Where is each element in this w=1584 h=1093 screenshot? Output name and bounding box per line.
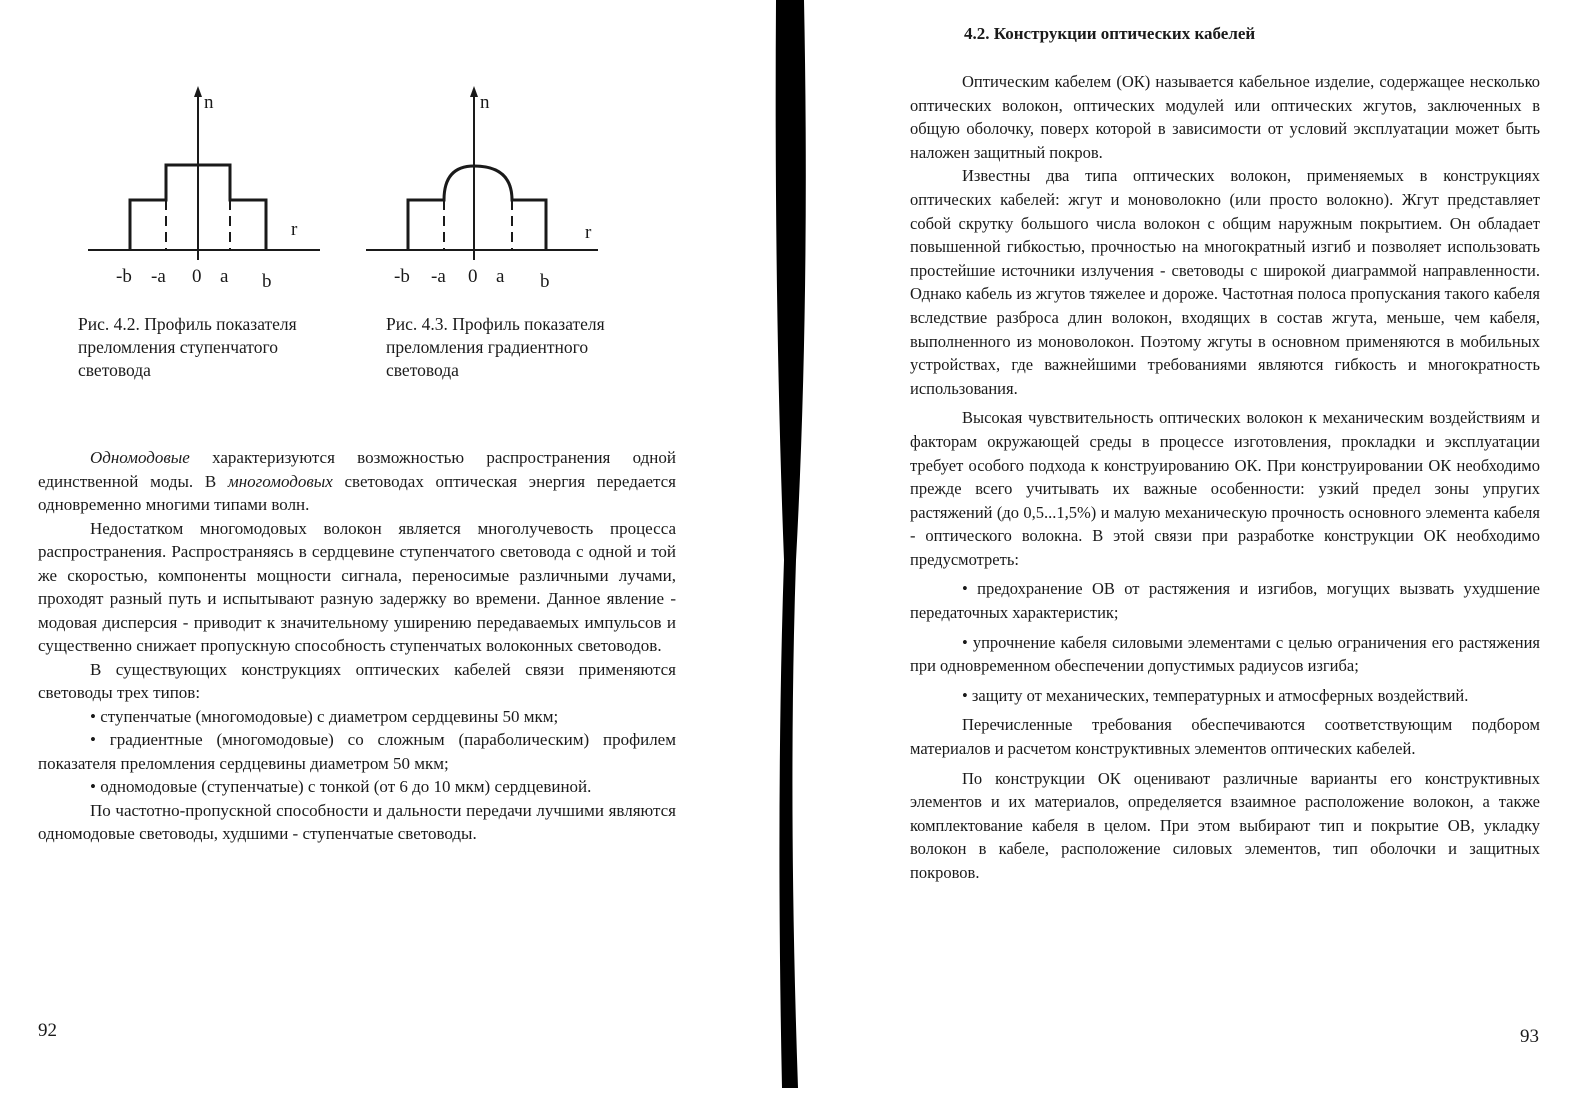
- figure-caption-4-3: [386, 313, 605, 382]
- list-item: • одномодовые (ступенчатые) с тонкой (от 6 до 10 мкм) сердцевиной.: [90, 777, 592, 796]
- caption-line: Рис. 4.2. Профиль показателя: [78, 314, 297, 334]
- paragraph: Оптическим кабелем (ОК) называется кабельное изделие, содержащее несколько оптических волокон, оптических модулей или оптических жгутов, заключенных в общую оболочку, поверх которой в зависимости от условий эксплуатации может быть наложен защитный покров.: [910, 72, 1540, 162]
- list-item: • защиту от механических, температурных и атмосферных воздействий.: [962, 685, 1469, 705]
- list-item: • упрочнение кабеля силовыми элементами с целью ограничения его растяжения при одновременном обеспечении допустимых радиусов изгиба;: [910, 632, 1540, 676]
- page-number-right: 93: [1520, 1026, 1539, 1047]
- list-item: • ступенчатые (многомодовые) с диаметром сердцевины 50 мкм;: [90, 706, 559, 726]
- paragraph: Высокая чувствительность оптических волокон к механическим воздействиям и факторам окружающей среды в процессе изготовления, прокладки и эксплуатации требует особого подхода к конструированию ОК. При конструировании ОК необходимо прежде всего учитывать их важные особенности: узкий предел зоны упругих растяжений (до 0,5...1,5%) и малую механическую прочность основного элемента кабеля - оптического волокна. В этой связи при разработке конструкции ОК необходимо предусмотреть:: [910, 408, 1540, 569]
- term-multimode: многомодовых: [227, 471, 333, 491]
- text-run: световодах оптическая энергия передается одновременно многими типами волн.: [38, 471, 676, 514]
- paragraph: Перечисленные требования обеспечиваются соответствующим подбором материалов и расчетом конструктивных элементов оптических кабелей.: [910, 715, 1540, 759]
- right-body-text: [910, 70, 1540, 885]
- paragraph: По частотно-пропускной способности и дальности передачи лучшими являются одномодовые световоды, худшими - ступенчатые световоды.: [38, 800, 676, 843]
- axis-r-label: r: [291, 219, 298, 240]
- axis-n-label: n: [204, 92, 214, 113]
- figure-caption-4-2: [78, 313, 297, 382]
- tick-label: 0: [468, 266, 478, 287]
- figure-graded-index: [366, 80, 606, 295]
- term-single-mode: Одномодовые: [90, 448, 190, 467]
- caption-line: Рис. 4.3. Профиль показателя: [386, 314, 605, 334]
- tick-label: a: [496, 266, 505, 287]
- axis-n-label: n: [480, 92, 490, 113]
- tick-label: -b: [116, 266, 132, 287]
- left-body-text: [38, 446, 676, 846]
- paragraph: По конструкции ОК оценивают различные варианты его конструктивных элементов и их материалов, определяется взаимное расположение волокон, а также комплектование кабеля в целом. При этом выбирают тип и покрытие ОВ, укладку волокон в кабеле, расположение силовых элементов, тип оболочки и защитных покровов.: [910, 768, 1540, 882]
- caption-line: световода: [386, 360, 459, 380]
- page-number-left: 92: [38, 1020, 57, 1041]
- paragraph: Недостатком многомодовых волокон является многолучевость процесса распространения. Распространяясь в сердцевине ступенчатого световода с одной и той же скоростью, компоненты мощности сигнала, переносимые различными лучами, проходят разный путь и испытывают разную задержку во времени. Данное явление - модовая дисперсия - приводит к значительному уширению передаваемых импульсов и существенно снижает пропускную способность ступенчатых волоконных световодов.: [38, 518, 676, 655]
- book-gutter-shadow: [770, 0, 830, 1088]
- step-profile-diagram: [88, 80, 328, 295]
- right-page: [830, 0, 1584, 1088]
- tick-label: b: [540, 271, 550, 292]
- section-heading: 4.2. Конструкции оптических кабелей: [964, 24, 1256, 43]
- list-item: • градиентные (многомодовые) со сложным (параболическим) профилем показателя преломления сердцевины диаметром 50 мкм;: [38, 730, 676, 773]
- text-run: характеризуются возможностью распространения одной единственной моды. В: [38, 448, 676, 491]
- tick-label: -b: [394, 266, 410, 287]
- figure-step-index: [88, 80, 328, 295]
- tick-label: -a: [151, 266, 166, 287]
- graded-profile-diagram: [366, 80, 606, 295]
- axis-r-label: r: [585, 222, 592, 243]
- paragraph: Известны два типа оптических волокон, применяемых в конструкциях оптических кабелей: жгут и моноволокно (или просто волокно). Жгут представляет собой скрутку большого числа волокон с общим наружным покрытием. Он обладает повышенной гибкостью, прочностью на многократный изгиб и позволяет использовать простейшие источники излучения - световоды с широкой диаграммой направленности. Однако кабель из жгутов тяжелее и дороже. Частотная полоса пропускания такого кабеля вследствие разброса длин волокон, входящих в состав жгута, меньше, чем кабеля, выполненного из моноволокон. Поэтому жгуты в основном применяются в мобильных устройствах, где важнейшими требованиями являются гибкость и многократность использования.: [910, 166, 1540, 398]
- tick-label: b: [262, 271, 272, 292]
- left-page: [0, 0, 770, 1088]
- paragraph: В существующих конструкциях оптических кабелей связи применяются световоды трех типов:: [38, 659, 676, 702]
- tick-label: 0: [192, 266, 202, 287]
- list-item: • предохранение ОВ от растяжения и изгибов, могущих вызвать ухудшение передаточных характеристик;: [910, 579, 1540, 623]
- caption-line: световода: [78, 360, 151, 380]
- tick-label: a: [220, 266, 229, 287]
- tick-label: -a: [431, 266, 446, 287]
- paragraph: [38, 446, 676, 517]
- caption-line: преломления градиентного: [386, 337, 589, 357]
- caption-line: преломления ступенчатого: [78, 337, 278, 357]
